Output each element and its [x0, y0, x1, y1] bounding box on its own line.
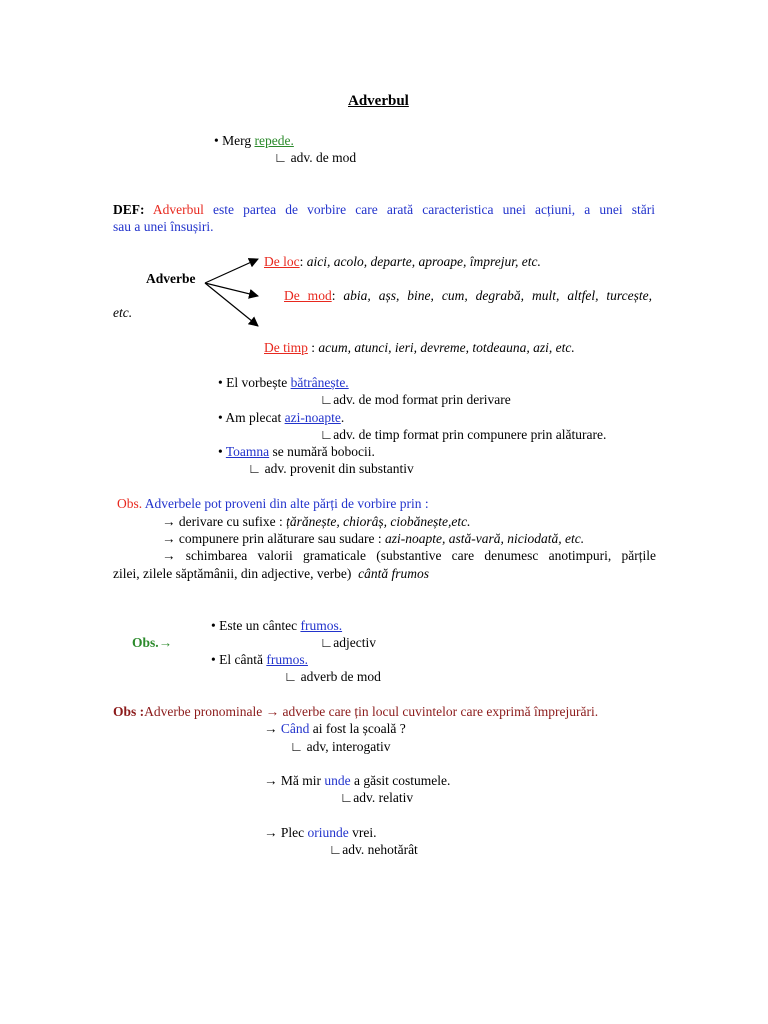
obs-item: [264, 825, 377, 841]
obs-cont-text: zilei, zilele săptămânii, din adjective, verbe): [113, 566, 352, 581]
corner-icon: ∟: [320, 427, 334, 442]
type-loc: De loc: aici, acolo, departe, aproape, împrejur, etc.: [264, 254, 541, 269]
note-text: adv, interogativ: [306, 739, 391, 754]
bullet: •: [218, 375, 223, 390]
note-text: adjectiv: [333, 635, 376, 650]
type-mod-cont: etc.: [113, 305, 133, 320]
obs-item: [162, 514, 471, 530]
note-text: adv. provenit din substantiv: [264, 461, 414, 476]
type-timp: De timp : acum, atunci, ieri, devreme, totdeauna, azi, etc.: [264, 340, 575, 355]
corner-icon: ∟: [290, 739, 304, 754]
obs-cont-example: cântă frumos: [358, 566, 430, 581]
example-text: El cântă: [219, 652, 267, 667]
page-title: Adverbul: [348, 93, 409, 109]
example-text: a găsit costumele.: [350, 773, 451, 788]
grammar-note: [329, 842, 418, 858]
example-text: se numără bobocii.: [269, 444, 375, 459]
note-text: adv. de timp format prin compunere prin alăturare.: [333, 427, 607, 442]
example-line: [218, 444, 375, 460]
obs-item: [264, 721, 406, 737]
obs-item-example: țărănește, chiorâș, ciobănește,etc.: [286, 514, 471, 529]
example-word: repede.: [254, 133, 294, 148]
example-line: [218, 375, 349, 391]
obs2-label: Obs.→: [132, 635, 173, 650]
obs-item-text: schimbarea valorii gramaticale (substantive care denumesc anotimpuri, părțile: [185, 548, 656, 563]
example-text: Plec: [280, 825, 308, 840]
type-timp-list: acum, atunci, ieri, devreme, totdeauna, azi, etc.: [318, 340, 575, 355]
def-text: este partea de vorbire care arată caracteristica unei acțiuni, a unei stări: [213, 202, 655, 217]
obs-text: Adverbe pronominale → adverbe care țin locul cuvintelor care exprimă împrejurări.: [144, 704, 599, 719]
grammar-note: [248, 461, 414, 477]
grammar-note: [320, 392, 511, 408]
obs-item-text: derivare cu sufixe :: [178, 514, 287, 529]
grammar-note: [284, 669, 381, 685]
corner-icon: ∟: [320, 635, 334, 650]
example-word: Toamna: [225, 444, 270, 459]
example-text: El vorbește: [226, 375, 291, 390]
obs-item: [162, 531, 584, 547]
obs-text: Adverbele pot proveni din alte părți de vorbire prin :: [144, 496, 429, 511]
corner-icon: ∟: [320, 392, 334, 407]
bullet: •: [211, 618, 216, 633]
grammar-note: [290, 739, 390, 755]
example-word: Când: [280, 721, 310, 736]
example-word: bătrânește.: [290, 375, 349, 390]
grammar-note: [320, 427, 606, 443]
type-mod: De mod: abia, așs, bine, cum, degrabă, mult, altfel, turcește,: [284, 288, 652, 303]
obs-item: [264, 773, 450, 789]
note-text: adv. nehotărât: [342, 842, 418, 857]
corner-icon: ∟: [329, 842, 343, 857]
obs-line: [113, 704, 598, 720]
type-timp-name: De timp: [264, 340, 308, 355]
arrow-loc: [205, 259, 258, 283]
arrow-icon: →: [264, 825, 278, 840]
corner-icon: ∟: [248, 461, 262, 476]
def-subject: Adverbul: [152, 202, 204, 217]
bullet: •: [211, 652, 216, 667]
example-line: [211, 618, 342, 634]
grammar-note: [320, 635, 376, 651]
obs-label: Obs :: [113, 704, 145, 719]
note-text: adverb de mod: [300, 669, 381, 684]
bullet: •: [218, 410, 223, 425]
example-text: Merg: [222, 133, 255, 148]
arrow-icon: →: [264, 721, 278, 736]
example-word: frumos.: [266, 652, 308, 667]
arrow-icon: →: [162, 514, 176, 529]
obs-line: [117, 496, 429, 512]
note-text: adv. relativ: [353, 790, 414, 805]
obs-item-text: compunere prin alăturare sau sudare :: [178, 531, 386, 546]
bullet: •: [218, 444, 223, 459]
corner-icon: ∟: [340, 790, 354, 805]
example-word: unde: [324, 773, 351, 788]
example-word: oriunde: [307, 825, 349, 840]
example-word: frumos.: [300, 618, 343, 633]
arrow-icon: →: [162, 548, 176, 563]
def-label: DEF:: [113, 202, 145, 217]
obs-item-example: azi-noapte, astă-vară, niciodată, etc.: [385, 531, 585, 546]
grammar-note: [340, 790, 413, 806]
example-text: Mă mir: [280, 773, 325, 788]
type-mod-list: abia, așs, bine, cum, degrabă, mult, altfel, turcește,: [343, 288, 652, 303]
arrow-icon: →: [162, 531, 176, 546]
obs-label: Obs.: [117, 496, 143, 511]
type-mod-name: De mod: [284, 288, 332, 303]
example-text: Este un cântec: [219, 618, 301, 633]
example-text: Am plecat: [225, 410, 285, 425]
adverbe-label: Adverbe: [146, 271, 196, 286]
example-line: [218, 410, 344, 426]
note-text: adv. de mod format prin derivare: [333, 392, 511, 407]
example-text: ai fost la școală ?: [309, 721, 406, 736]
example-line: [211, 652, 308, 668]
type-loc-name: De loc: [264, 254, 300, 269]
example-text: vrei.: [348, 825, 377, 840]
corner-icon: ∟: [284, 669, 298, 684]
corner-icon: ∟: [274, 150, 288, 165]
bullet: •: [214, 133, 219, 148]
def-continuation: sau a unei însușiri.: [113, 219, 214, 234]
note-text: adv. de mod: [290, 150, 357, 165]
arrow-icon: →: [264, 773, 278, 788]
obs-continuation: [113, 566, 429, 582]
obs-item: [162, 548, 656, 564]
example-word: azi-noapte: [284, 410, 341, 425]
type-loc-list: aici, acolo, departe, aproape, împrejur, etc.: [306, 254, 541, 269]
example-text: .: [340, 410, 345, 425]
